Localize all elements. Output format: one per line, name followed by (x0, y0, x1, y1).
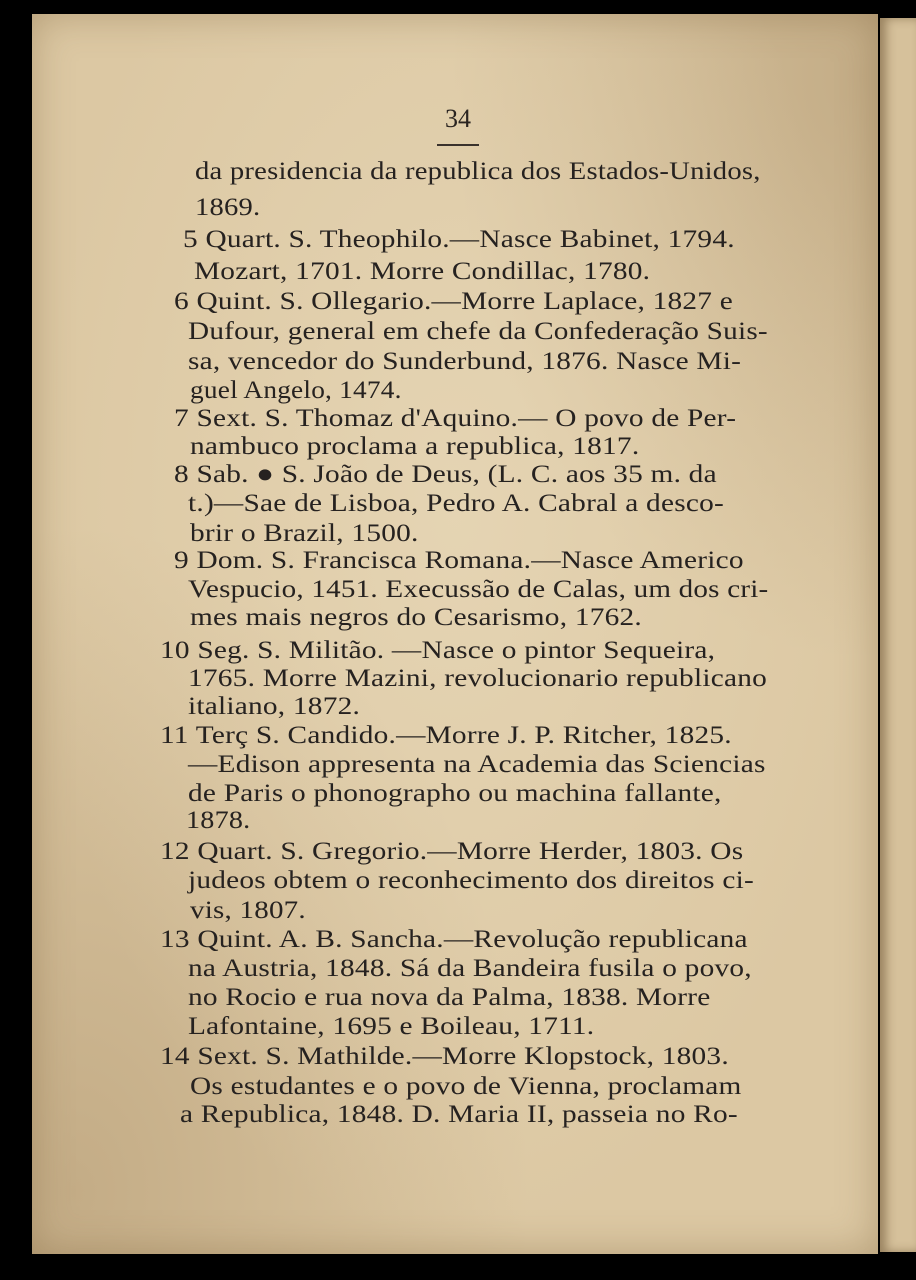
text-line: Dufour, general em chefe da Confederação Suis- (188, 316, 768, 345)
text-line: 1765. Morre Mazini, revolucionario republicano (188, 663, 767, 692)
text-line: 12 Quart. S. Gregorio.—Morre Herder, 1803. Os (160, 836, 744, 865)
text-line: de Paris o phonographo ou machina fallante, (188, 778, 722, 807)
page-number: 34 (445, 104, 471, 133)
text-line: Mozart, 1701. Morre Condillac, 1780. (194, 256, 651, 285)
text-line: guel Angelo, 1474. (190, 375, 402, 404)
text-line: na Austria, 1848. Sá da Bandeira fusila o povo, (188, 953, 752, 982)
text-line: sa, vencedor do Sunderbund, 1876. Nasce Mi- (188, 346, 742, 375)
text-line: 8 Sab. ● S. João de Deus, (L. C. aos 35 m. da (174, 459, 717, 488)
text-line: brir o Brazil, 1500. (190, 518, 419, 547)
text-line: 11 Terç S. Candido.—Morre J. P. Ritcher, 1825. (160, 720, 732, 749)
text-line: italiano, 1872. (188, 691, 361, 720)
text-line: nambuco proclama a republica, 1817. (190, 431, 640, 460)
text-line: Vespucio, 1451. Execussão de Calas, um dos cri- (188, 574, 769, 603)
text-line: judeos obtem o reconhecimento dos direitos ci- (188, 865, 754, 894)
text-line: mes mais negros do Cesarismo, 1762. (190, 602, 642, 631)
text-line: 9 Dom. S. Francisca Romana.—Nasce Americo (174, 545, 744, 574)
text-line: da presidencia da republica dos Estados-Unidos, (195, 156, 761, 185)
text-line: 13 Quint. A. B. Sancha.—Revolução republicana (160, 924, 748, 953)
text-line: 1878. (186, 805, 251, 834)
text-line: 6 Quint. S. Ollegario.—Morre Laplace, 1827 e (174, 286, 734, 315)
text-line: 5 Quart. S. Theophilo.—Nasce Babinet, 1794. (183, 224, 735, 253)
text-line: t.)—Sae de Lisboa, Pedro A. Cabral a desco- (188, 488, 724, 517)
text-line: Lafontaine, 1695 e Boileau, 1711. (188, 1011, 595, 1040)
text-line: —Edison appresenta na Academia das Sciencias (188, 749, 766, 778)
text-line: 1869. (195, 192, 261, 221)
text-line: 14 Sext. S. Mathilde.—Morre Klopstock, 1803. (160, 1041, 729, 1070)
text-line: Os estudantes e o povo de Vienna, proclamam (190, 1071, 742, 1100)
text-line: 7 Sext. S. Thomaz d'Aquino.— O povo de Per- (174, 403, 737, 432)
text-line: no Rocio e rua nova da Palma, 1838. Morre (188, 982, 711, 1011)
text-line: vis, 1807. (190, 895, 306, 924)
text-line: 10 Seg. S. Militão. —Nasce o pintor Sequeira, (160, 635, 716, 664)
text-line: a Republica, 1848. D. Maria II, passeia no Ro- (180, 1099, 738, 1128)
